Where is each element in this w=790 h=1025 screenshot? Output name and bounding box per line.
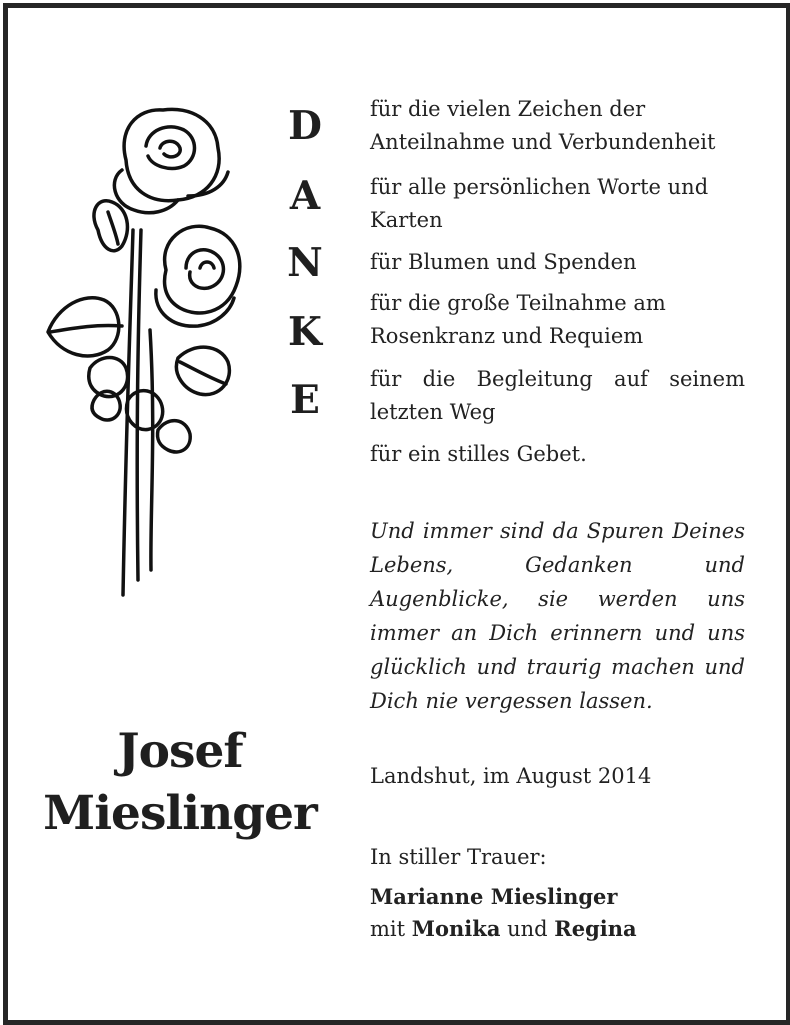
thanks-item-prayer: für ein stilles Gebet. [370,442,587,466]
thanks-item-words: für alle persönlichen Worte und Karten [370,175,709,232]
thanks-item-sympathy: für die vielen Zeichen der Anteilnahme und Verbundenheit [370,97,716,154]
deceased-first-name: Josef [117,724,243,779]
signatory-main-name: Marianne Mieslinger [370,884,618,909]
place-date: Landshut, im August 2014 [370,764,652,788]
child-name-1: Monika [411,916,501,941]
danke-letter-k: K [288,309,322,355]
child-name-2: Regina [554,916,637,941]
deceased-last-name: Mieslinger [43,786,317,841]
mourning-intro: In stiller Trauer: [370,845,547,869]
with-word: mit [370,917,406,941]
danke-letter-e: E [290,377,320,423]
signatory-name [370,882,745,912]
memorial-quote: Und immer sind da Spuren Deines Lebens, Gedanken und Augenblicke, sie werden uns immer an Dich erinnern und uns glücklich und traurig machen und Dich nie vergessen lassen. [370,519,745,713]
danke-letter-n: N [287,240,323,286]
rose-illustration [38,100,258,600]
signatory-family [370,914,745,944]
thanks-item-flowers: für Blumen und Spenden [370,250,637,274]
and-word: und [507,917,548,941]
danke-letter-d: D [288,103,322,149]
danke-letter-a: A [289,173,321,219]
thanks-item-escort: für die Begleitung auf seinem letzten Weg [370,367,745,424]
thanks-item-rosary: für die große Teilnahme am Rosenkranz und Requiem [370,291,666,348]
